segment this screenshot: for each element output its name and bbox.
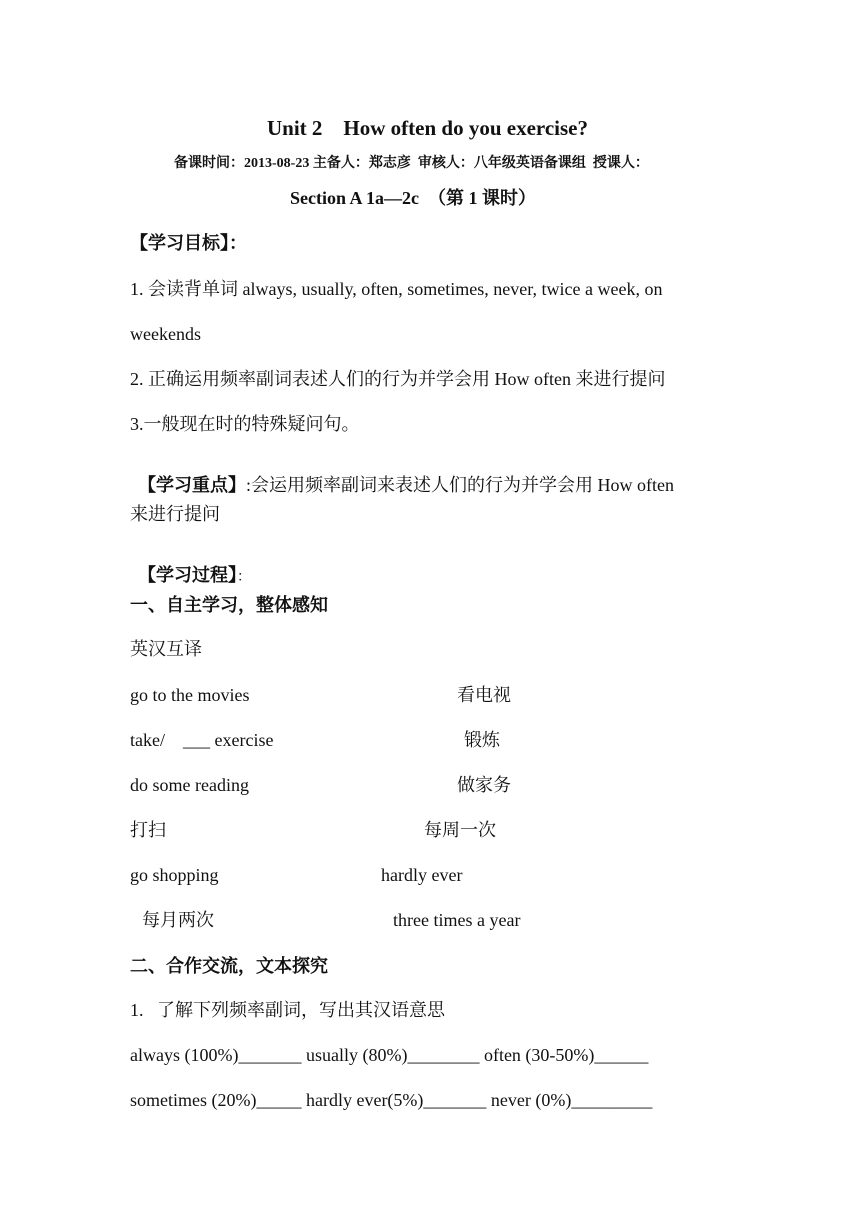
keypoints-text: :会运用频率副词来表述人们的行为并学会用 How often xyxy=(246,475,674,495)
vocab-left-1: go to the movies xyxy=(130,685,250,705)
keypoints-line1 xyxy=(130,460,674,495)
process-colon: ： xyxy=(237,570,251,585)
keypoints-heading: 【学习重点】 xyxy=(138,475,246,495)
section-title: Section A 1a—2c （第 1 课时） xyxy=(290,188,536,208)
vocab-right-3: 做家务 xyxy=(457,775,511,795)
process-heading: 【学习过程】 xyxy=(138,565,237,585)
vocab-right-6: three times a year xyxy=(393,910,521,930)
process-heading-line xyxy=(130,550,251,585)
part2-question-1: 1. 了解下列频率副词，写出其汉语意思 xyxy=(130,1000,445,1020)
vocab-left-6: 每月两次 xyxy=(142,910,214,930)
vocab-left-2: take/ ___ exercise xyxy=(130,730,274,750)
objective-2: 2. 正确运用频率副词表述人们的行为并学会用 How often 来进行提问 xyxy=(130,369,666,389)
objective-3: 3.一般现在时的特殊疑问句。 xyxy=(130,414,360,434)
adverbs-line-1: always (100%)_______ usually (80%)________ often (30-50%)______ xyxy=(130,1045,649,1065)
objective-1-line2: weekends xyxy=(130,324,201,344)
vocab-right-4: 每周一次 xyxy=(424,820,496,840)
objective-1-line1: 1. 会读背单词 always, usually, often, sometimes, never, twice a week, on xyxy=(130,279,663,299)
part1-subheading: 英汉互译 xyxy=(130,639,202,659)
vocab-left-3: do some reading xyxy=(130,775,249,795)
vocab-right-5: hardly ever xyxy=(381,865,463,885)
adverbs-line-2: sometimes (20%)_____ hardly ever(5%)_______ never (0%)_________ xyxy=(130,1090,653,1110)
vocab-right-1: 看电视 xyxy=(457,685,511,705)
page-title: Unit 2 How often do you exercise? xyxy=(267,116,588,140)
keypoints-line2: 来进行提问 xyxy=(130,504,220,524)
part2-heading: 二、合作交流，文本探究 xyxy=(130,956,328,976)
objectives-heading: 【学习目标】： xyxy=(130,233,247,253)
vocab-right-2: 锻炼 xyxy=(464,730,500,750)
prep-info: 备课时间：2013-08-23 主备人：郑志彦 审核人：八年级英语备课组 授课人： xyxy=(174,156,649,171)
vocab-left-5: go shopping xyxy=(130,865,219,885)
part1-heading: 一、自主学习，整体感知 xyxy=(130,595,328,615)
vocab-left-4: 打扫 xyxy=(130,820,166,840)
